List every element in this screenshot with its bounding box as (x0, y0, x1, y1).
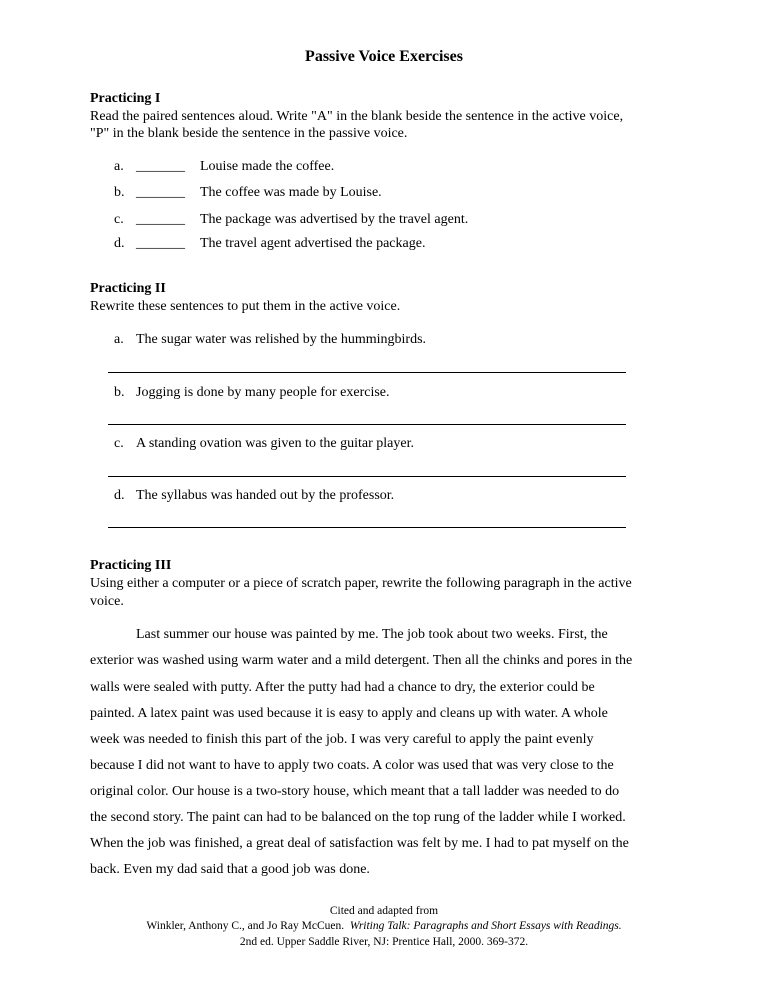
section3-heading: Practicing III (90, 558, 172, 573)
paragraph-line: walls were sealed with putty. After the putty had had a chance to dry, the exterior could be (90, 680, 595, 695)
answer-line[interactable] (108, 527, 626, 528)
section2-item (114, 385, 390, 401)
paragraph-line: Last summer our house was painted by me. The job took about two weeks. First, the (136, 627, 608, 642)
item-sentence: The syllabus was handed out by the professor. (136, 488, 395, 503)
item-sentence: Louise made the coffee. (200, 159, 335, 174)
section1-item (114, 185, 382, 201)
answer-blank[interactable]: _______ (136, 159, 185, 174)
item-letter: b. (114, 185, 125, 200)
section1-heading: Practicing I (90, 91, 161, 106)
section3-instructions-line2: voice. (90, 594, 124, 609)
paragraph-line: because I did not want to have to apply two coats. A color was used that was very close to the (90, 758, 614, 773)
item-sentence: The package was advertised by the travel agent. (200, 212, 469, 227)
answer-blank[interactable]: _______ (136, 236, 185, 251)
section1-item (114, 159, 334, 175)
section1-instructions-line2: "P" in the blank beside the sentence in the passive voice. (90, 126, 408, 141)
item-letter: d. (114, 236, 125, 251)
item-sentence: A standing ovation was given to the guitar player. (136, 436, 415, 451)
section2-instructions: Rewrite these sentences to put them in the active voice. (90, 299, 401, 314)
paragraph-line: painted. A latex paint was used because it is easy to apply and cleans up with water. A whole (90, 706, 608, 721)
item-sentence: The travel agent advertised the package. (200, 236, 426, 251)
paragraph-line: exterior was washed using warm water and a mild detergent. Then all the chinks and pores in the (90, 653, 633, 668)
answer-blank[interactable]: _______ (136, 185, 185, 200)
item-letter: a. (114, 332, 124, 347)
item-sentence: The coffee was made by Louise. (200, 185, 382, 200)
section2-item (114, 332, 426, 348)
paragraph-line: When the job was finished, a great deal of satisfaction was felt by me. I had to pat myself on the (90, 836, 629, 851)
section2-heading: Practicing II (90, 281, 166, 296)
citation-line1: Cited and adapted from (329, 905, 439, 917)
paragraph-line: original color. Our house is a two-story house, which meant that a tall ladder was needed to do (90, 784, 620, 799)
citation-line3: 2nd ed. Upper Saddle River, NJ: Prentice Hall, 2000. 369-372. (239, 936, 529, 948)
section2-item (114, 436, 414, 452)
answer-line[interactable] (108, 476, 626, 477)
answer-blank[interactable]: _______ (136, 212, 185, 227)
citation-authors: Winkler, Anthony C., and Jo Ray McCuen. (146, 920, 345, 932)
item-letter: d. (114, 488, 125, 503)
paragraph-line: back. Even my dad said that a good job was done. (90, 862, 370, 877)
section1-item (114, 236, 425, 252)
answer-line[interactable] (108, 372, 626, 373)
item-letter: b. (114, 385, 125, 400)
citation-book-title: Writing Talk: Paragraphs and Short Essays with Readings. (349, 920, 622, 932)
page-title: Passive Voice Exercises (305, 48, 463, 65)
answer-line[interactable] (108, 424, 626, 425)
item-letter: a. (114, 159, 124, 174)
citation-line2 (0, 920, 768, 932)
item-letter: c. (114, 212, 124, 227)
item-letter: c. (114, 436, 124, 451)
item-sentence: The sugar water was relished by the hummingbirds. (136, 332, 427, 347)
section1-instructions-line1: Read the paired sentences aloud. Write "A" in the blank beside the sentence in the active voice, (90, 109, 624, 124)
item-sentence: Jogging is done by many people for exercise. (136, 385, 390, 400)
paragraph-line: week was needed to finish this part of the job. I was very careful to apply the paint evenly (90, 732, 594, 747)
paragraph-line: the second story. The paint can had to be balanced on the top rung of the ladder while I worked. (90, 810, 626, 825)
section3-instructions-line1: Using either a computer or a piece of scratch paper, rewrite the following paragraph in the active (90, 576, 632, 591)
section1-item (114, 212, 468, 228)
section2-item (114, 488, 394, 504)
